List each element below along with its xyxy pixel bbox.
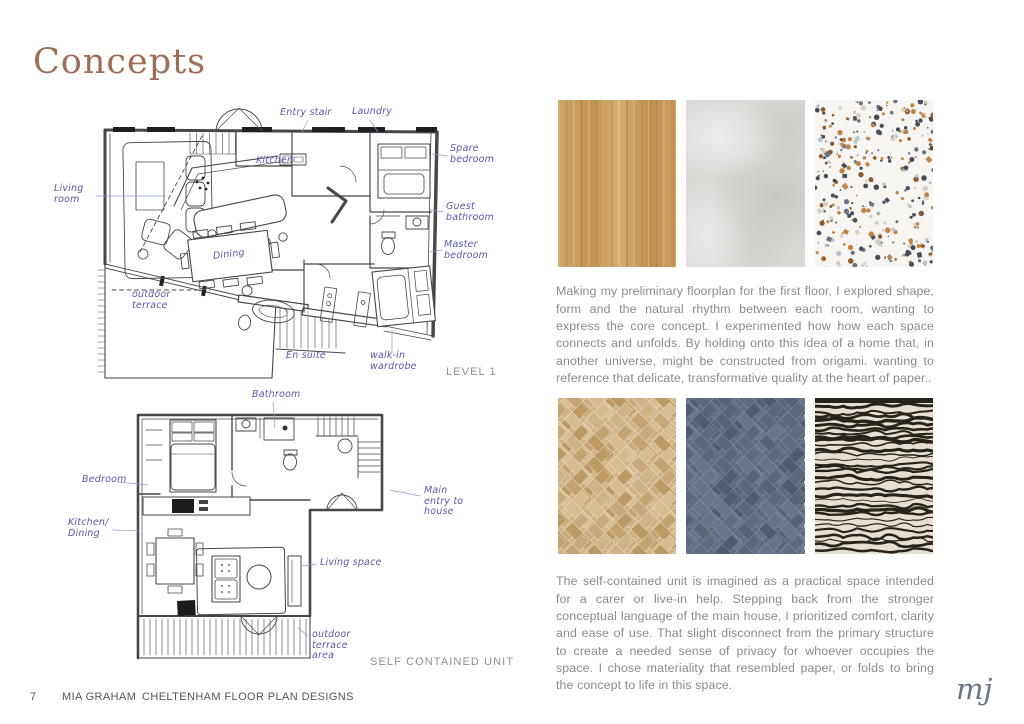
label-main-entry: Main entry to house: [424, 485, 464, 517]
swatch-terrazzo: [815, 100, 933, 267]
terrace-edge: [138, 616, 310, 658]
living-space-furniture: [177, 547, 301, 616]
level1-caption: LEVEL 1: [446, 366, 497, 378]
footer: [0, 691, 1024, 711]
level1-floorplan: [40, 104, 510, 390]
striped-grain-texture: [815, 398, 933, 554]
page-title: Concepts: [33, 42, 207, 82]
bedroom-furniture: [170, 420, 216, 492]
closet-lines: [146, 430, 162, 460]
label-living-room: Living room: [54, 183, 84, 205]
label-outdoor-terrace: outdoor terrace: [132, 289, 171, 311]
footer-project: CHELTENHAM FLOOR PLAN DESIGNS: [142, 691, 354, 703]
label-kitchen-dining: Kitchen/ Dining: [68, 517, 109, 539]
terrace-hatching: [144, 619, 306, 655]
spare-bedroom-furniture: [378, 144, 430, 198]
leader-lines: [112, 402, 420, 636]
swatch-concrete: [686, 100, 804, 267]
self-contained-unit-caption: SELF CONTAINED UNIT: [370, 656, 515, 668]
chevron-wall: [328, 188, 346, 222]
label-entry-stair: Entry stair: [280, 107, 332, 118]
annex-stairs-vertical: [318, 417, 354, 436]
label-bathroom: Bathroom: [252, 389, 301, 400]
page-number: 7: [30, 691, 37, 703]
herringbone-blue-texture: [686, 398, 804, 554]
label-dining: Dining: [212, 247, 246, 262]
label-guest-bathroom: Guest bathroom: [446, 201, 494, 223]
swatch-striped-grain-fabric: [815, 398, 933, 554]
swatch-oak-wood: [558, 100, 676, 267]
label-spare-bedroom: Spare bedroom: [450, 143, 495, 165]
label-outdoor-terrace-area: outdoor terrace area: [312, 629, 351, 661]
mj-logo: mj: [956, 672, 993, 706]
terrace-door-arcs: [241, 616, 277, 635]
deck-rail-walls: [238, 295, 387, 327]
annex-stairs-horizontal: [358, 442, 380, 472]
stairs-hatching: [190, 133, 236, 154]
paragraph-self-contained-unit: The self-contained unit is imagined as a practical space intended for a carer or live-in help. Stepping back from the stronger conceptual language of the main house, I prioritized comfort, clarity and ease of use. That slight disconnect from the primary structure to create a needed sense of privacy for whoever occupies the space. I chose materiality that resembled paper, or folds to bring the concept to life in this space.: [556, 574, 934, 693]
swatch-herringbone-oak: [558, 398, 676, 554]
dining-furniture: [147, 529, 203, 593]
kitchen-counter: [143, 497, 250, 515]
label-kitchen: Kitchen: [256, 155, 294, 166]
material-row-2: [558, 398, 933, 554]
master-bedroom-furniture: [372, 266, 435, 327]
swatch-blue-herringbone-tile: [686, 398, 804, 554]
annex-table: [338, 439, 352, 453]
footer-author: MIA GRAHAM: [62, 691, 137, 703]
label-walk-in-wardrobe: walk-in wardrobe: [370, 350, 417, 372]
level1-floorplan-drawing: [40, 104, 510, 390]
terrazzo-texture: [815, 100, 933, 267]
en-suite-fixtures: [237, 285, 298, 337]
label-living-space: Living space: [320, 557, 382, 568]
guest-bathroom-fixtures: [376, 216, 428, 255]
self-contained-unit-drawing: [60, 390, 520, 680]
herringbone-oak-texture: [558, 398, 676, 554]
terrace-hatching: [98, 270, 105, 372]
label-laundry: Laundry: [352, 106, 393, 117]
bathroom-fixtures: [236, 418, 297, 470]
material-row-1: [558, 100, 933, 267]
self-contained-unit-floorplan: [60, 390, 520, 680]
label-master-bedroom: Master bedroom: [444, 239, 489, 261]
label-en-suite: En suite: [286, 350, 326, 361]
paragraph-level1: Making my preliminary floorplan for the first floor, I explored shape, form and the natural rhythm between each room, wanting to express the core concept. I experimented how how each space connects and unfolds. By holding onto this idea of a home that, in another universe, might be constructed from origami. wanting to reference that delicate, transformative quality at the heart of paper..: [556, 284, 934, 385]
entry-double-door: [327, 493, 357, 510]
label-bedroom: Bedroom: [82, 474, 127, 485]
door-arcs: [316, 166, 384, 278]
